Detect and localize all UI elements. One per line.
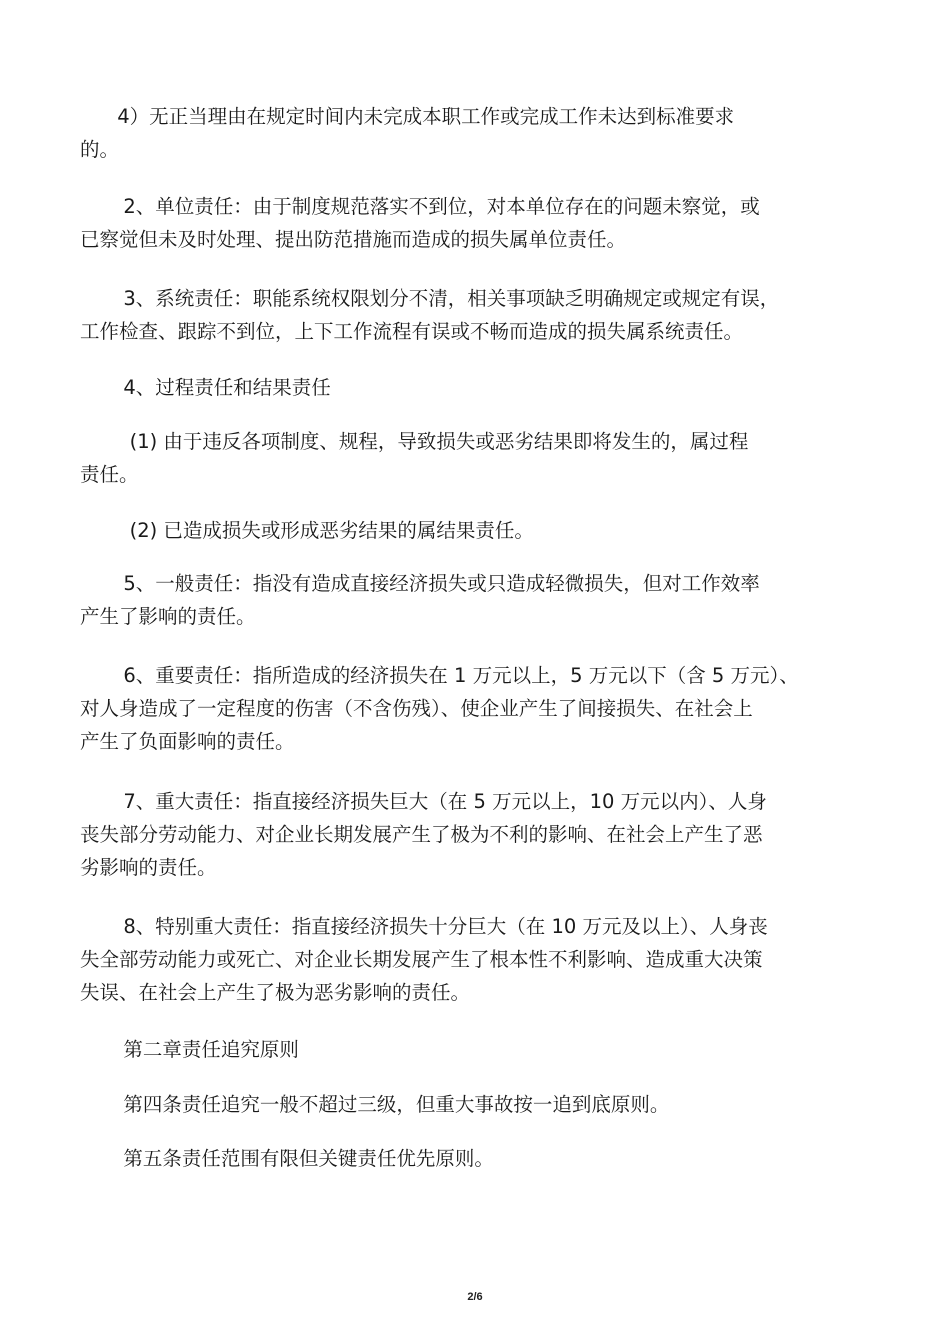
text-line: 8、特别重大责任：指直接经济损失十分巨大（在 10 万元及以上）、人身丧 [80,915,768,938]
text-line: 责任。 [80,463,139,486]
text-line: 失误、在社会上产生了极为恶劣影响的责任。 [80,981,471,1004]
paragraph-especially-major-responsibility [80,910,870,1009]
chapter-heading [80,1033,870,1066]
text-line: 4、过程责任和结果责任 [80,376,331,399]
text-line: 劣影响的责任。 [80,856,217,879]
text-line: (1) 由于违反各项制度、规程，导致损失或恶劣结果即将发生的，属过程 [80,430,749,453]
text-line: 工作检查、跟踪不到位，上下工作流程有误或不畅而造成的损失属系统责任。 [80,320,744,343]
paragraph-unit-responsibility [80,190,870,256]
text-line: 产生了影响的责任。 [80,605,256,628]
text-line: 第二章责任追究原则 [80,1038,299,1061]
text-line: 3、系统责任：职能系统权限划分不清，相关事项缺乏明确规定或规定有误， [80,287,780,310]
paragraph-process-responsibility [80,425,870,491]
article-four [80,1088,870,1121]
text-line: 4）无正当理由在规定时间内未完成本职工作或完成工作未达到标准要求 [80,105,735,128]
text-line: 已察觉但未及时处理、提出防范措施而造成的损失属单位责任。 [80,228,627,251]
text-line: 的。 [80,138,120,161]
text-line: 2、单位责任：由于制度规范落实不到位，对本单位存在的问题未察觉，或 [80,195,760,218]
text-line: (2) 已造成损失或形成恶劣结果的属结果责任。 [80,519,534,542]
text-line: 6、重要责任：指所造成的经济损失在 1 万元以上，5 万元以下（含 5 万元）、 [80,664,799,687]
paragraph-result-responsibility [80,514,870,547]
paragraph-process-result-heading [80,371,870,404]
text-line: 产生了负面影响的责任。 [80,730,295,753]
paragraph-system-responsibility [80,282,870,348]
article-five [80,1142,870,1175]
paragraph-major-responsibility [80,785,870,884]
text-line: 对人身造成了一定程度的伤害（不含伤残）、使企业产生了间接损失、在社会上 [80,697,753,720]
paragraph-general-responsibility [80,567,870,633]
paragraph-important-responsibility [80,659,870,758]
text-line: 7、重大责任：指直接经济损失巨大（在 5 万元以上，10 万元以内）、人身 [80,790,767,813]
text-line: 第四条责任追究一般不超过三级，但重大事故按一追到底原则。 [80,1093,670,1116]
page-number: 2/6 [467,1291,483,1303]
paragraph-item-4-reason [80,100,870,166]
text-line: 5、一般责任：指没有造成直接经济损失或只造成轻微损失，但对工作效率 [80,572,760,595]
text-line: 第五条责任范围有限但关键责任优先原则。 [80,1147,494,1170]
text-line: 失全部劳动能力或死亡、对企业长期发展产生了根本性不利影响、造成重大决策 [80,948,763,971]
text-line: 丧失部分劳动能力、对企业长期发展产生了极为不利的影响、在社会上产生了恶 [80,823,763,846]
